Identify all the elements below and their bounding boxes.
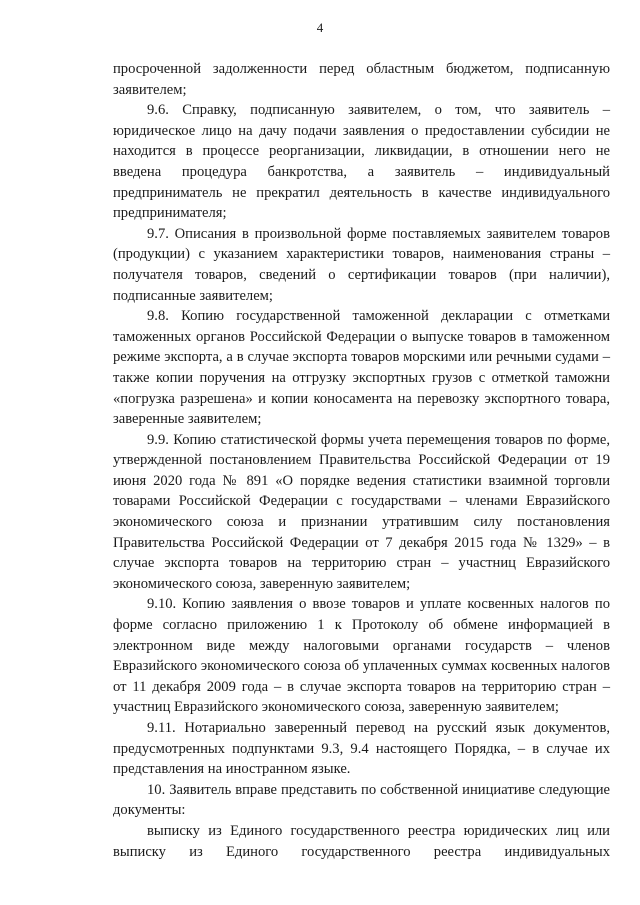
paragraph-9-11: 9.11. Нотариально заверенный перевод на русский язык документов, предусмотренных подпунктами 9.3, 9.4 настоящего Порядка, – в случае их представления на иностранном языке.: [113, 720, 610, 778]
paragraph-continuation: просроченной задолженности перед областным бюджетом, подписанную заявителем;: [113, 61, 610, 98]
paragraph-9-7: 9.7. Описания в произвольной форме поставляемых заявителем товаров (продукции) с указанием характеристики товаров, наименования страны – получателя товаров, сведений о сертификации товаров (при наличии), подписанные заявителем;: [113, 225, 610, 304]
paragraph-10: 10. Заявитель вправе представить по собственной инициативе следующие документы:: [113, 781, 610, 819]
paragraph-9-10: 9.10. Копию заявления о ввозе товаров и уплате косвенных налогов по форме согласно приложению 1 к Протоколу об обмене информацией в электронном виде между налоговыми органами государств – членов Евразийского экономического союза об уплаченных суммах косвенных налогов от 11 декабря 2009 года – в случае экспорта товаров на территорию стран – участниц Евразийского экономического союза, заверенную заявителем;: [113, 596, 610, 716]
document-body: [113, 59, 610, 862]
page-number: 4: [316, 20, 324, 35]
paragraph-9-6: 9.6. Справку, подписанную заявителем, о том, что заявитель – юридическое лицо на дачу подачи заявления о предоставлении субсидии не находится в процессе реорганизации, ликвидации, в отношении него не введена процедура банкротства, а заявитель – индивидуальный предприниматель не прекратил деятельность в качестве индивидуального предпринимателя;: [113, 102, 610, 222]
paragraph-9-8: 9.8. Копию государственной таможенной декларации с отметками таможенных органов Российской Федерации о выпуске товаров в таможенном режиме экспорта, а в случае экспорта товаров морскими или речными судами – также копии поручения на отгрузку экспортных грузов с отметкой таможни «погрузка разрешена» и копии коносамента на перевозку экспортного товара, заверенные заявителем;: [113, 308, 610, 428]
paragraph-9-9: 9.9. Копию статистической формы учета перемещения товаров по форме, утвержденной постановлением Правительства Российской Федерации от 19 июня 2020 года № 891 «О порядке ведения статистики взаимной торговли товарами Российской Федерации с государствами – членами Евразийского экономического союза и признании утратившим силу постановления Правительства Российской Федерации от 7 декабря 2015 года № 1329» – в случае экспорта товаров на территорию стран – участниц Евразийского экономического союза, заверенную заявителем;: [113, 431, 610, 592]
paragraph-10-item: выписку из Единого государственного реестра юридических лиц или выписку из Единого государственного реестра индивидуальных: [113, 822, 610, 860]
